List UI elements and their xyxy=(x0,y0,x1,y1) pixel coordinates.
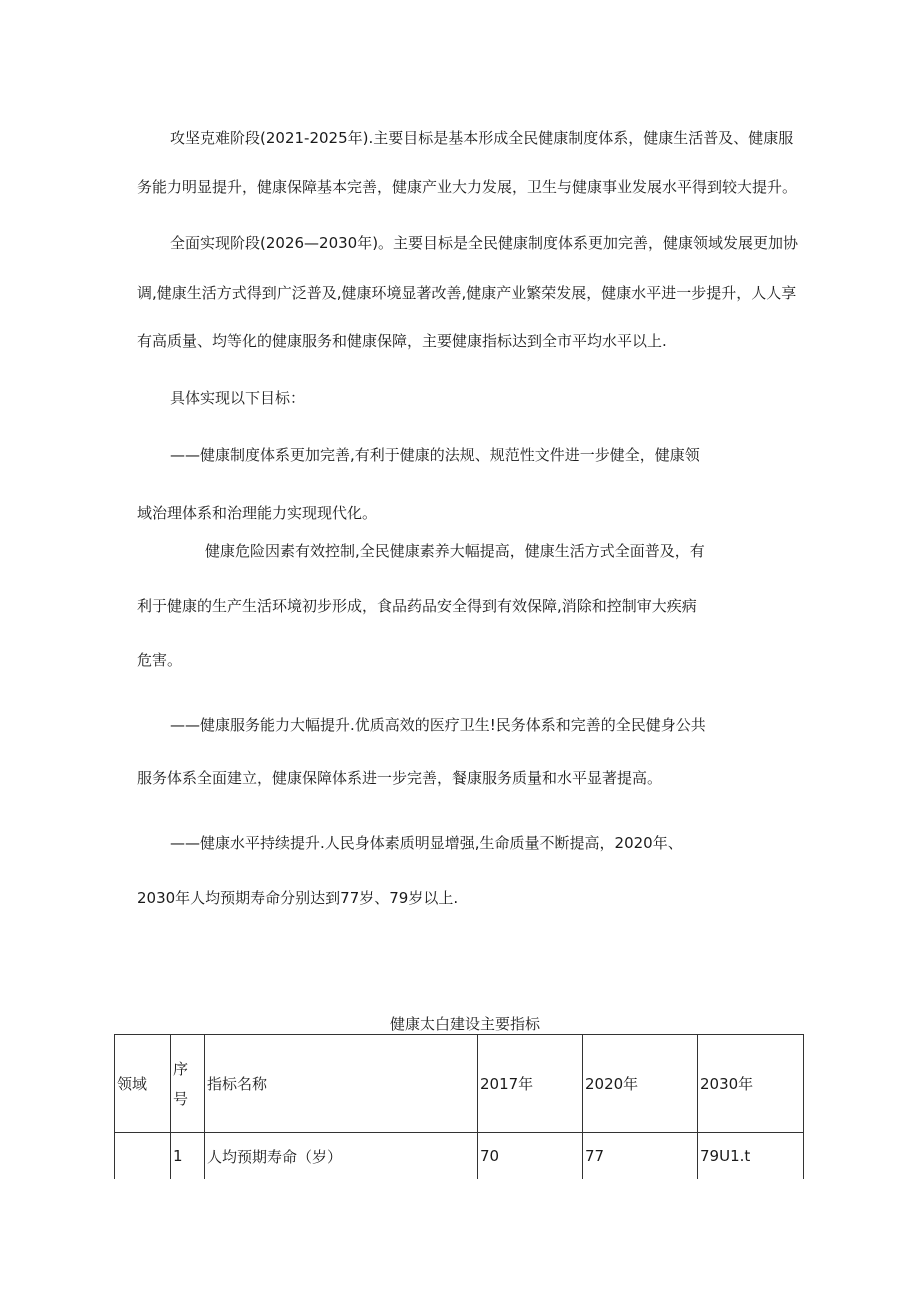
table-title: 健康太白建设主要指标 xyxy=(389,1015,540,1033)
cell-domain xyxy=(115,1133,171,1180)
paragraph-goal-service-line-2: 服务体系全面建立，健康保障体系进一步完善，餐康服务质量和水平显著提高。 xyxy=(137,769,663,787)
cell-value-2030: 79U1.t xyxy=(698,1133,804,1180)
header-seq-line-2: 号 xyxy=(173,1089,189,1108)
header-year-2030: 2030年 xyxy=(698,1035,804,1133)
header-domain: 领域 xyxy=(115,1035,171,1133)
paragraph-phase-one-line-1: 攻坚克难阶段(2021-2025年).主要目标是基本形成全民健康制度体系，健康生活普及、健康服 xyxy=(170,129,794,147)
header-indicator-name: 指标名称 xyxy=(205,1035,478,1133)
table-row xyxy=(115,1133,804,1180)
indicators-table xyxy=(114,1034,804,1179)
header-seq xyxy=(171,1035,205,1133)
paragraph-goals-intro: 具体实现以下目标： xyxy=(170,389,306,407)
paragraph-goal-system-line-2: 域治理体系和治理能力实现现代化。 xyxy=(137,504,378,522)
paragraph-goal-risk-line-3: 危害。 xyxy=(137,651,183,669)
paragraph-goal-health-line-2: 2030年人均预期寿命分别达到77岁、79岁以上. xyxy=(137,889,459,907)
paragraph-phase-one-line-2: 务能力明显提升，健康保障基本完善，健康产业大力发展，卫生与健康事业发展水平得到较大提升。 xyxy=(137,178,798,196)
cell-indicator-name: 人均预期寿命（岁） xyxy=(205,1133,478,1180)
paragraph-goal-risk-line-1: 健康危险因素有效控制,全民健康素养大幅提高，健康生活方式全面普及，有 xyxy=(205,542,705,560)
header-year-2017: 2017年 xyxy=(478,1035,583,1133)
header-seq-line-1: 序 xyxy=(173,1059,189,1078)
paragraph-goal-system-line-1: ——健康制度体系更加完善,有利于健康的法规、规范性文件进一步健全，健康领 xyxy=(170,446,700,464)
cell-seq: 1 xyxy=(171,1133,205,1180)
paragraph-phase-two-line-3: 有高质量、均等化的健康服务和健康保障，主要健康指标达到全市平均水平以上. xyxy=(137,332,667,350)
cell-value-2020: 77 xyxy=(583,1133,698,1180)
header-year-2020: 2020年 xyxy=(583,1035,698,1133)
table-header-row xyxy=(115,1035,804,1133)
cell-value-2017: 70 xyxy=(478,1133,583,1180)
paragraph-phase-two-line-1: 全面实现阶段(2026—2030年)。主要目标是全民健康制度体系更加完善，健康领域发展更加协 xyxy=(170,234,799,252)
paragraph-goal-service-line-1: ——健康服务能力大幅提升.优质高效的医疗卫生!民务体系和完善的全民健身公共 xyxy=(170,716,706,734)
paragraph-goal-risk-line-2: 利于健康的生产生活环境初步形成，食品药品安全得到有效保障,消除和控制审大疾病 xyxy=(137,597,697,615)
paragraph-goal-health-line-1: ——健康水平持续提升.人民身体素质明显增强,生命质量不断提高，2020年、 xyxy=(170,834,683,852)
paragraph-phase-two-line-2: 调,健康生活方式得到广泛普及,健康环境显著改善,健康产业繁荣发展，健康水平进一步提升，人人享 xyxy=(137,284,797,302)
